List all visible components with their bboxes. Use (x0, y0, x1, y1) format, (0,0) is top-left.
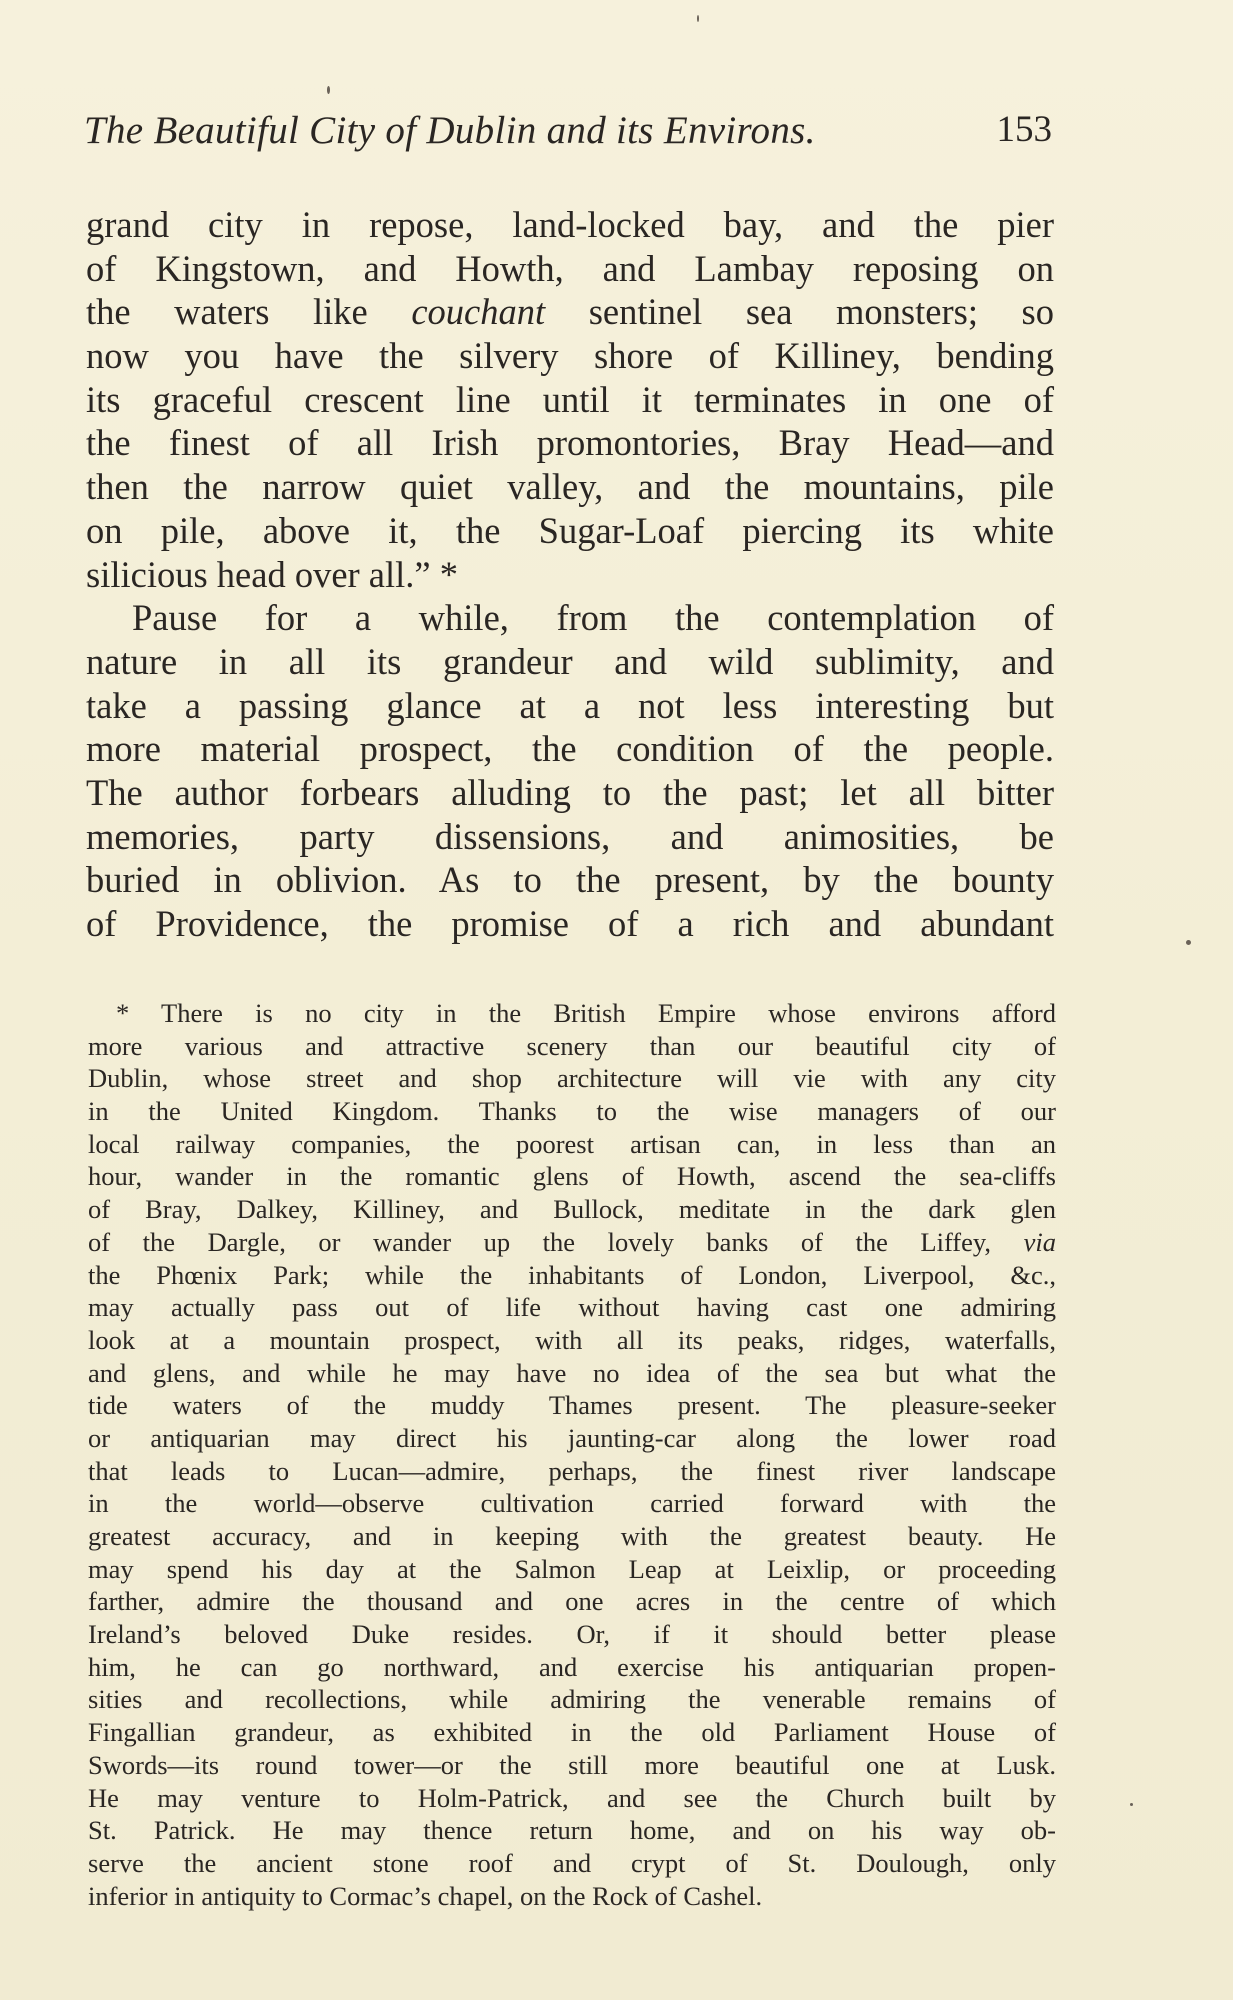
text-line: then the narrow quiet valley, and the mountains, pile (86, 466, 1054, 508)
text-line: silicious head over all.” * (86, 553, 458, 595)
ink-speck (697, 15, 699, 22)
footnote-line: the Phœnix Park; while the inhabitants of London, Liverpool, &c., (88, 1259, 1056, 1290)
running-header (84, 108, 1052, 168)
footnote-line: tide waters of the muddy Thames present. The pleasure-seeker (88, 1390, 1056, 1421)
text-line: of Kingstown, and Howth, and Lambay reposing on (86, 247, 1054, 289)
text-fragment: the waters like (86, 291, 412, 333)
text-line: take a passing glance at a not less interesting but (86, 684, 1054, 726)
text-line: memories, party dissensions, and animosities, be (86, 815, 1054, 857)
footnote-line: him, he can go northward, and exercise his antiquarian propen- (88, 1651, 1056, 1682)
footnote-line: Ireland’s beloved Duke resides. Or, if it should better please (88, 1619, 1056, 1650)
footnote-line: serve the ancient stone roof and crypt of St. Doulough, only (88, 1847, 1056, 1878)
italic-word: couchant (411, 291, 546, 333)
footnote-line: local railway companies, the poorest artisan can, in less than an (88, 1128, 1056, 1159)
text-line: its graceful crescent line until it terminates in one of (86, 378, 1054, 420)
footnote-line: inferior in antiquity to Cormac’s chapel, on the Rock of Cashel. (88, 1880, 763, 1911)
footnote-line: hour, wander in the romantic glens of Howth, ascend the sea-cliffs (88, 1161, 1056, 1192)
footnote-line: more various and attractive scenery than our beautiful city of (88, 1030, 1056, 1061)
text-line (86, 290, 1054, 334)
footnote-line: that leads to Lucan—admire, perhaps, the finest river landscape (88, 1455, 1056, 1486)
footnote-line: of Bray, Dalkey, Killiney, and Bullock, meditate in the dark glen (88, 1194, 1056, 1225)
text-line: grand city in repose, land-locked bay, and the pier (86, 204, 1054, 245)
running-title: The Beautiful City of Dublin and its Environs. (84, 109, 816, 152)
text-line: on pile, above it, the Sugar-Loaf piercing its white (86, 509, 1054, 551)
text-line: more material prospect, the condition of the people. (86, 728, 1054, 770)
text-line: now you have the silvery shore of Killiney, bending (86, 335, 1054, 377)
main-text (86, 203, 1054, 946)
footnote-line: Swords—its round tower—or the still more beautiful one at Lusk. (88, 1749, 1056, 1780)
footnote-line: and glens, and while he may have no idea of the sea but what the (88, 1357, 1056, 1388)
ink-speck (1130, 1803, 1133, 1806)
footnote-line (88, 1226, 1056, 1259)
text-line: the finest of all Irish promontories, Bray Head—and (86, 422, 1054, 464)
footnote-line: in the world—observe cultivation carried forward with the (88, 1488, 1056, 1519)
text-line: Pause for a while, from the contemplation of (132, 597, 1054, 639)
footnote-line: St. Patrick. He may thence return home, and on his way ob- (88, 1815, 1056, 1846)
ink-speck (1186, 940, 1191, 945)
footnote-line: or antiquarian may direct his jaunting-car along the lower road (88, 1422, 1056, 1453)
footnote-line: Fingallian grandeur, as exhibited in the old Parliament House of (88, 1717, 1056, 1748)
footnote-line: may spend his day at the Salmon Leap at Leixlip, or proceeding (88, 1553, 1056, 1584)
text-line: The author forbears alluding to the past; let all bitter (86, 771, 1054, 813)
footnote-line: sities and recollections, while admiring the venerable remains of (88, 1684, 1056, 1715)
text-fragment: of the Dargle, or wander up the lovely banks of the Liffey, (88, 1226, 1024, 1257)
text-line: of Providence, the promise of a rich and abundant (86, 903, 1054, 944)
footnote-line: greatest accuracy, and in keeping with the greatest beauty. He (88, 1521, 1056, 1551)
footnote-line: look at a mountain prospect, with all its peaks, ridges, waterfalls, (88, 1324, 1056, 1355)
text-fragment: sentinel sea monsters; so (545, 291, 1054, 333)
text-line: buried in oblivion. As to the present, by the bounty (86, 859, 1054, 901)
footnote-line: may actually pass out of life without having cast one admiring (88, 1292, 1056, 1323)
footnote-line: Dublin, whose street and shop architecture will vie with any city (88, 1063, 1056, 1094)
page-number: 153 (996, 109, 1052, 150)
footnote-line: in the United Kingdom. Thanks to the wise managers of our (88, 1096, 1056, 1127)
footnote-line: He may venture to Holm-Patrick, and see the Church built by (88, 1782, 1056, 1813)
footnote-line: * There is no city in the British Empire whose environs afford (116, 998, 1056, 1028)
text-line: nature in all its grandeur and wild sublimity, and (86, 640, 1054, 682)
footnote (88, 997, 1056, 1912)
footnote-line: farther, admire the thousand and one acres in the centre of which (88, 1586, 1056, 1617)
italic-word: via (1023, 1226, 1056, 1257)
ink-speck (327, 86, 330, 94)
